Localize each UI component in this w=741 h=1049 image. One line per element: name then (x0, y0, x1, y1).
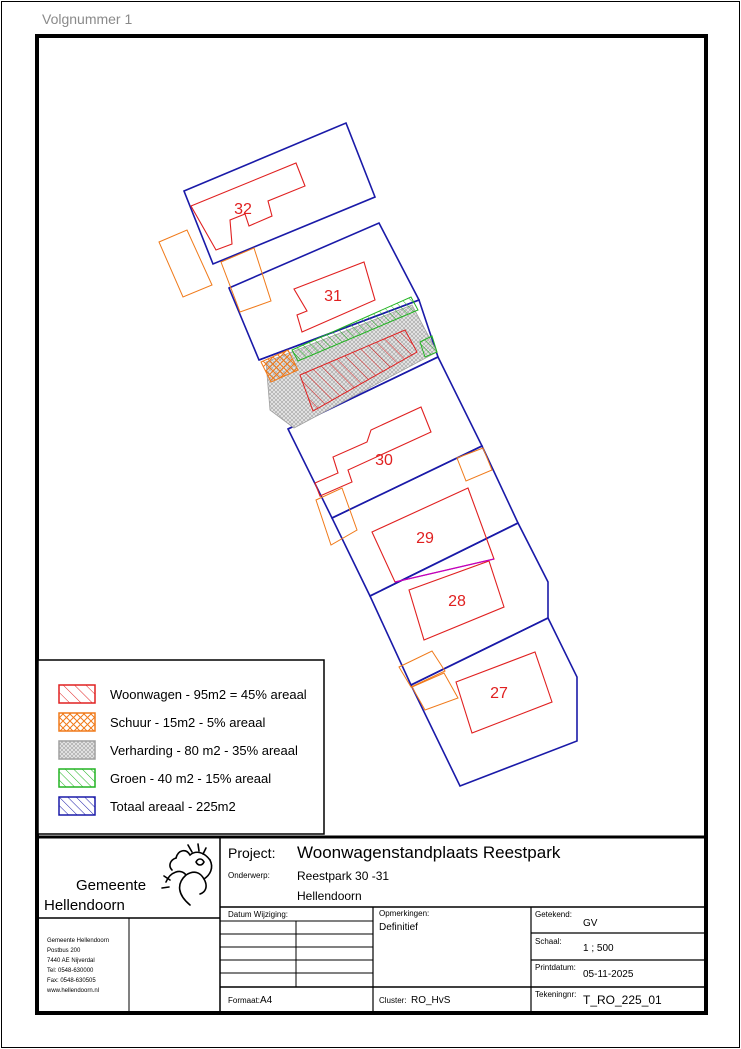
drawing-frame (37, 36, 706, 1013)
shed-30 (457, 448, 492, 481)
format-label: Formaat: (228, 996, 261, 1005)
scale-value: 1 ; 500 (583, 943, 614, 954)
shed-27a (399, 651, 445, 687)
legend-swatch-green (59, 769, 95, 787)
remarks-label: Opmerkingen: (379, 909, 430, 918)
plot-outline-29 (332, 446, 518, 596)
subject-line1: Reestpark 30 -31 (297, 869, 390, 883)
drawn-label: Getekend: (535, 910, 572, 919)
org-name-line2: Hellendoorn (44, 897, 125, 914)
plot-number-30: 30 (375, 452, 393, 469)
plot-number-27: 27 (490, 685, 508, 702)
legend-swatch-shed (59, 713, 95, 731)
title-block (37, 837, 706, 1013)
magenta-line (395, 559, 494, 582)
plot-number-32: 32 (234, 201, 252, 218)
legend-label-total: Totaal areaal - 225m2 (110, 799, 236, 814)
scale-label: Schaal: (535, 937, 562, 946)
legend-label-green: Groen - 40 m2 - 15% areaal (110, 771, 272, 786)
project-label: Project: (228, 845, 276, 861)
shed-27b (412, 673, 458, 710)
svg-text:Postbus 200: Postbus 200 (47, 948, 81, 954)
caravan-30 (315, 407, 431, 496)
svg-text:7440 AE Nijverdal: 7440 AE Nijverdal (47, 958, 95, 964)
legend-swatch-caravan (59, 685, 95, 703)
legend-swatch-total (59, 797, 95, 815)
format-value: A4 (260, 995, 273, 1006)
svg-text:Fax: 0548-630505: Fax: 0548-630505 (47, 978, 96, 984)
drawn-value: GV (583, 918, 598, 929)
plot-number-29: 29 (416, 530, 434, 547)
legend-label-paving: Verharding - 80 m2 - 35% areaal (110, 743, 298, 758)
org-logo-icon (162, 844, 212, 905)
cluster-value: RO_HvS (411, 995, 451, 1006)
legend-label-shed: Schuur - 15m2 - 5% areaal (110, 715, 266, 730)
remarks-value: Definitief (379, 922, 418, 933)
org-name-line1: Gemeente (76, 877, 147, 894)
cluster-label: Cluster: (379, 996, 407, 1005)
subject-label: Onderwerp: (228, 871, 270, 880)
subject-line2: Hellendoorn (297, 889, 362, 903)
drawing-value: T_RO_225_01 (583, 993, 662, 1007)
svg-text:Gemeente Hellendoorn: Gemeente Hellendoorn (47, 938, 110, 944)
drawing-label: Tekeningnr: (535, 990, 577, 999)
legend-swatch-paving (59, 741, 95, 759)
project-value: Woonwagenstandplaats Reestpark (297, 843, 561, 862)
plot-number-31: 31 (324, 288, 342, 305)
plot-outline-32 (184, 123, 375, 264)
legend-label-caravan: Woonwagen - 95m2 = 45% areaal (110, 687, 307, 702)
caravan-outlines (191, 163, 552, 733)
print-label: Printdatum: (535, 963, 576, 972)
svg-text:www.hellendoorn.nl: www.hellendoorn.nl (47, 988, 100, 994)
sequence-label: Volgnummer 1 (42, 11, 133, 27)
org-address (46, 938, 109, 994)
print-value: 05-11-2025 (583, 969, 634, 980)
date-label: Datum Wijziging: (228, 910, 289, 919)
svg-text:Tel: 0548-630000: Tel: 0548-630000 (47, 968, 94, 974)
plot-number-28: 28 (448, 593, 466, 610)
